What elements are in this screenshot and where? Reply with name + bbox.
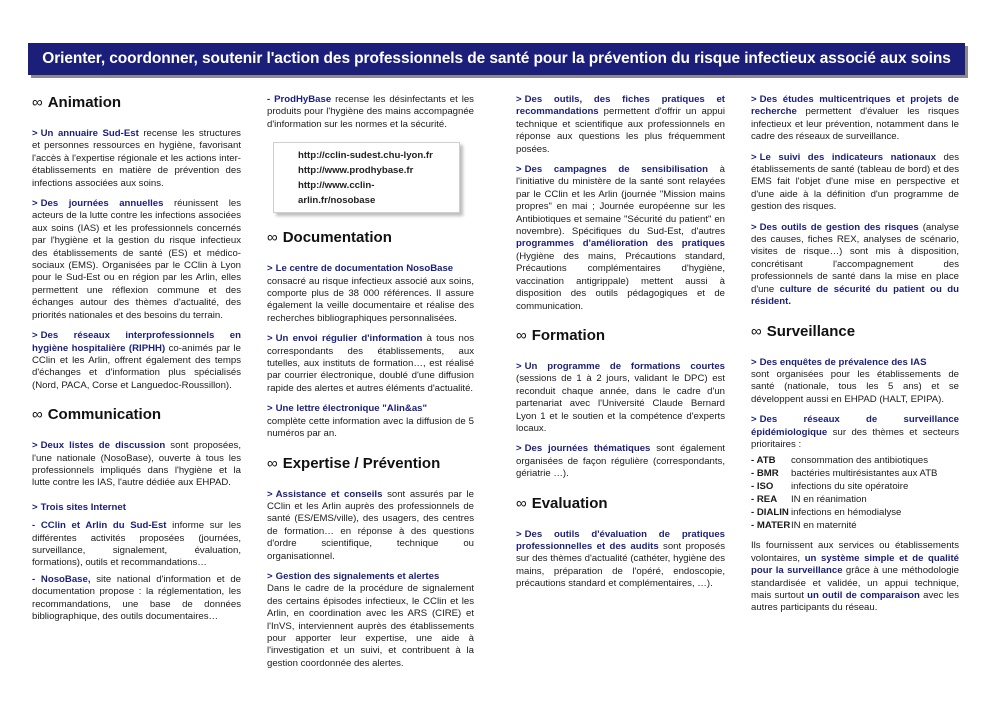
animation-journees: > Des journées annuelles réunissent les acteurs de la lutte contre les infections associées aux soins (IAS) et les professionnels concernés par l'hygiène et la gestion du risque infectieux des établissements de santé (ES) et médico-sociaux (EMS). Organisées par le CClin à Lyon pour le Sud-Est ou en région par les Arlin, elles permettent une réflexion commune et des échanges autour des thèmes d'actualité, des priorités nationales et des besoins du terrain. xyxy=(32,198,242,321)
formation-journees: > Des journées thématiques sont également organisées de façon régulière (correspondants, gériatrie …). xyxy=(516,443,725,480)
arrow-icon: > xyxy=(751,221,757,233)
arrow-icon: > xyxy=(32,128,38,139)
table-row: - ISO infections du site opératoire xyxy=(751,481,909,493)
site-nosobase: - NosoBase, site national d'information et de documentation propose : la réglementation, les recommandations, une base de données bibliographique, des outils documentaires… xyxy=(32,573,241,622)
page-title-banner xyxy=(28,43,965,75)
url-link-cclin[interactable]: http://cclin-sudest.chu-lyon.fr xyxy=(298,150,433,162)
evaluation-suivi: > Le suivi des indicateurs nationaux des établissements de santé (tableau de bord) et des EMS fait l'objet d'une mise en perspective et d'une aide à la définition d'un programme de gestion des risques. xyxy=(751,151,959,213)
url-link-nosobase[interactable]: http://www.cclin-arlin.fr/nosobase xyxy=(298,180,376,207)
table-row: - BMR bactéries multirésistantes aux ATB xyxy=(751,468,938,480)
surveillance-enquetes: > Des enquêtes de prévalence des IAS sont organisées pour les établissements de santé (nationale, tous les 5 ans) et se développent aussi en EHPAD (HALT, EPIPA). xyxy=(751,356,959,405)
arrow-icon: > xyxy=(32,330,38,342)
url-box xyxy=(273,142,460,213)
arrow-icon: > xyxy=(267,488,273,500)
formation-programme: > Un programme de formations courtes (sessions de 1 à 2 jours, validant le DPC) est reconduit chaque année, dans le cadre d'un partenariat avec l'Université Claude Bernard Lyon 1 et le soutien et la compétence d'experts locaux. xyxy=(516,360,725,434)
documentation-centre: > Le centre de documentation NosoBase consacré au risque infectieux associé aux soins, comporte plus de 38 000 références. Il assure également la veille documentaire et réalise des recherches bibliographiques personnalisées. xyxy=(267,263,474,324)
arrow-icon: > xyxy=(267,570,273,582)
infinity-icon: ∞ xyxy=(32,94,43,111)
arrow-icon: > xyxy=(751,414,757,426)
arrow-icon: > xyxy=(32,501,38,513)
animation-annuaire: > Un annuaire Sud-Est recense les structures et personnes ressources en hygiène, favorisant l'accès à l'expertise régionale et les actions inter-établissements en matière de prévention des infections associées aux soins. xyxy=(32,128,241,189)
section-heading-expertise: ∞ Expertise / Prévention xyxy=(267,454,441,472)
surveillance-reseaux: > Des réseaux de surveillance épidémiologique sur des thèmes et secteurs prioritaires : xyxy=(751,414,959,450)
surveillance-networks-table xyxy=(751,454,937,532)
documentation-envoi: > Un envoi régulier d'information à tous nos correspondants des établissements, aux tutelles, aux instituts de formation…, est réalisé par courrier électronique, doublé d'une diffusion rapide des alertes et autres éléments d'actualité. xyxy=(267,333,475,394)
section-heading-formation: ∞ Formation xyxy=(516,326,606,344)
arrow-icon: > xyxy=(32,198,38,210)
infinity-icon: ∞ xyxy=(267,229,278,247)
table-row: - ATB consommation des antibiotiques xyxy=(751,455,929,467)
table-row: - REA IN en réanimation xyxy=(751,494,867,506)
expertise-outils: > Des outils, des fiches pratiques et recommandations permettent d'offrir un appui technique et scientifique aux professionnels en réponse aux questions les plus fréquemment posées. xyxy=(516,94,725,155)
site-cclin-arlin: - CClin et Arlin du Sud-Est informe sur les différentes activités proposées (journées, surveillance, signalement, évaluation, formations), outils et recommandations… xyxy=(32,520,242,569)
arrow-icon: > xyxy=(516,443,522,455)
arrow-icon: > xyxy=(267,403,273,415)
animation-reseaux: > Des réseaux interprofessionnels en hygiène hospitalière (RIPHH) co-animés par le CClin et les Arlin, offrent également des temps d'échanges et d'information plus spécialisés (Nord, PACA, Corse et Languedoc-Roussillon). xyxy=(32,330,241,391)
url-link-prodhybase[interactable]: http://www.prodhybase.fr xyxy=(298,165,414,177)
expertise-campagnes: > Des campagnes de sensibilisation à l'initiative du ministère de la santé sont relayées par le CClin et les Arlin (journée "Mission mains propres" en mai ; Journée européenne sur les Antibiotiques et semaine "Sécurité du patient" en novembre). Spécifiques du Sud-Est, d'autres programmes d'amélioration des pratiques (Hygiène des mains, Précautions standard, Précautions complémentaires d'hygiène, vaccination antigrippale) mettent aussi à disposition des outils pédagogiques et de communication. xyxy=(516,164,725,312)
expertise-gestion-signalements: > Gestion des signalements et alertes Dans le cadre de la procédure de signalement des certains épisodes infectieux, le CClin et les Arlin, en coordination avec les ARS (CIRE) et l'InVS, interviennent auprès des établissements pour apporter leur expertise, une aide à l'investigation et un suivi, et contribuent à la gestion coordonnée des alertes. xyxy=(267,570,474,669)
evaluation-etudes: > Des études multicentriques et projets de recherche permettent d'évaluer les risques infectieux et leur prévention, notamment dans le cadre des réseaux de surveillance. xyxy=(751,94,959,143)
surveillance-outro: Ils fournissent aux services ou établissements volontaires, un système simple et de qualité pour la surveillance grâce à une méthodologie standardisée et validée, un appui technique, mais surtout un outil de comparaison avec les autres participants du réseau. xyxy=(751,540,959,614)
evaluation-outils: > Des outils d'évaluation de pratiques professionnelles et des audits sont proposés sur des thèmes d'actualité (cathéter, hygiène des mains, préparation de l'opéré, endoscopie, précautions standard et complémentaires, …). xyxy=(516,528,725,590)
site-prodhybase: - ProdHyBase recense les désinfectants et les produits pour l'hygiène des mains accompagnée d'information sur les normes et la sécurité. xyxy=(267,94,474,130)
arrow-icon: > xyxy=(267,263,273,275)
infinity-icon: ∞ xyxy=(751,322,762,340)
arrow-icon: > xyxy=(516,528,522,540)
arrow-icon: > xyxy=(751,151,757,163)
column-3 xyxy=(516,94,725,599)
infinity-icon: ∞ xyxy=(267,454,278,472)
arrow-icon: > xyxy=(751,94,757,105)
infinity-icon: ∞ xyxy=(516,326,527,344)
section-heading-communication: ∞ Communication xyxy=(32,406,162,424)
arrow-icon: > xyxy=(267,333,273,345)
arrow-icon: > xyxy=(751,356,757,368)
arrow-icon: > xyxy=(516,164,522,176)
infinity-icon: ∞ xyxy=(516,494,527,512)
infinity-icon: ∞ xyxy=(32,406,43,424)
column-4 xyxy=(751,94,959,623)
column-1 xyxy=(32,94,241,631)
arrow-icon: > xyxy=(516,360,522,372)
section-heading-animation: ∞ Animation xyxy=(32,94,122,111)
column-2 xyxy=(267,94,474,678)
communication-listes: > Deux listes de discussion sont proposées, l'une nationale (NosoBase), ouverte à tous les professionnels impliqués dans l'hygiène et la lutte contre les IAS, l'autre dédiée aux EHPAD. xyxy=(32,440,241,489)
documentation-lettre: > Une lettre électronique "Alin&as" complète cette information avec la diffusion de 5 numéros par an. xyxy=(267,403,474,440)
evaluation-gestion-risques: > Des outils de gestion des risques (analyse des causes, fiches REX, analyses de scénario, visites de risque…) sont mis à disposition, concrétisant l'accompagnement des professionnels de santé dans la mise en place d'une culture de sécurité du patient ou du résident. xyxy=(751,221,959,308)
expertise-assistance: > Assistance et conseils sont assurés par le CClin et les Arlin auprès des professionnels de santé (ES/EMS/ville), des usagers, des centres de formation… en réponse à des questions d'ordre scientifique, technique ou organisationnel. xyxy=(267,488,474,562)
section-heading-documentation: ∞ Documentation xyxy=(267,229,392,247)
page-title: Orienter, coordonner, soutenir l'action des professionnels de santé pour la prévention du risque infectieux associé aux soins xyxy=(42,50,951,67)
arrow-icon: > xyxy=(32,440,38,452)
communication-sites-heading: > Trois sites Internet xyxy=(32,501,126,513)
section-heading-evaluation: ∞ Evaluation xyxy=(516,494,608,512)
arrow-icon: > xyxy=(516,94,522,105)
section-heading-surveillance: ∞ Surveillance xyxy=(751,322,856,340)
table-row: - DIALIN infections en hémodialyse xyxy=(751,507,902,519)
table-row: - MATER IN en maternité xyxy=(751,520,857,532)
